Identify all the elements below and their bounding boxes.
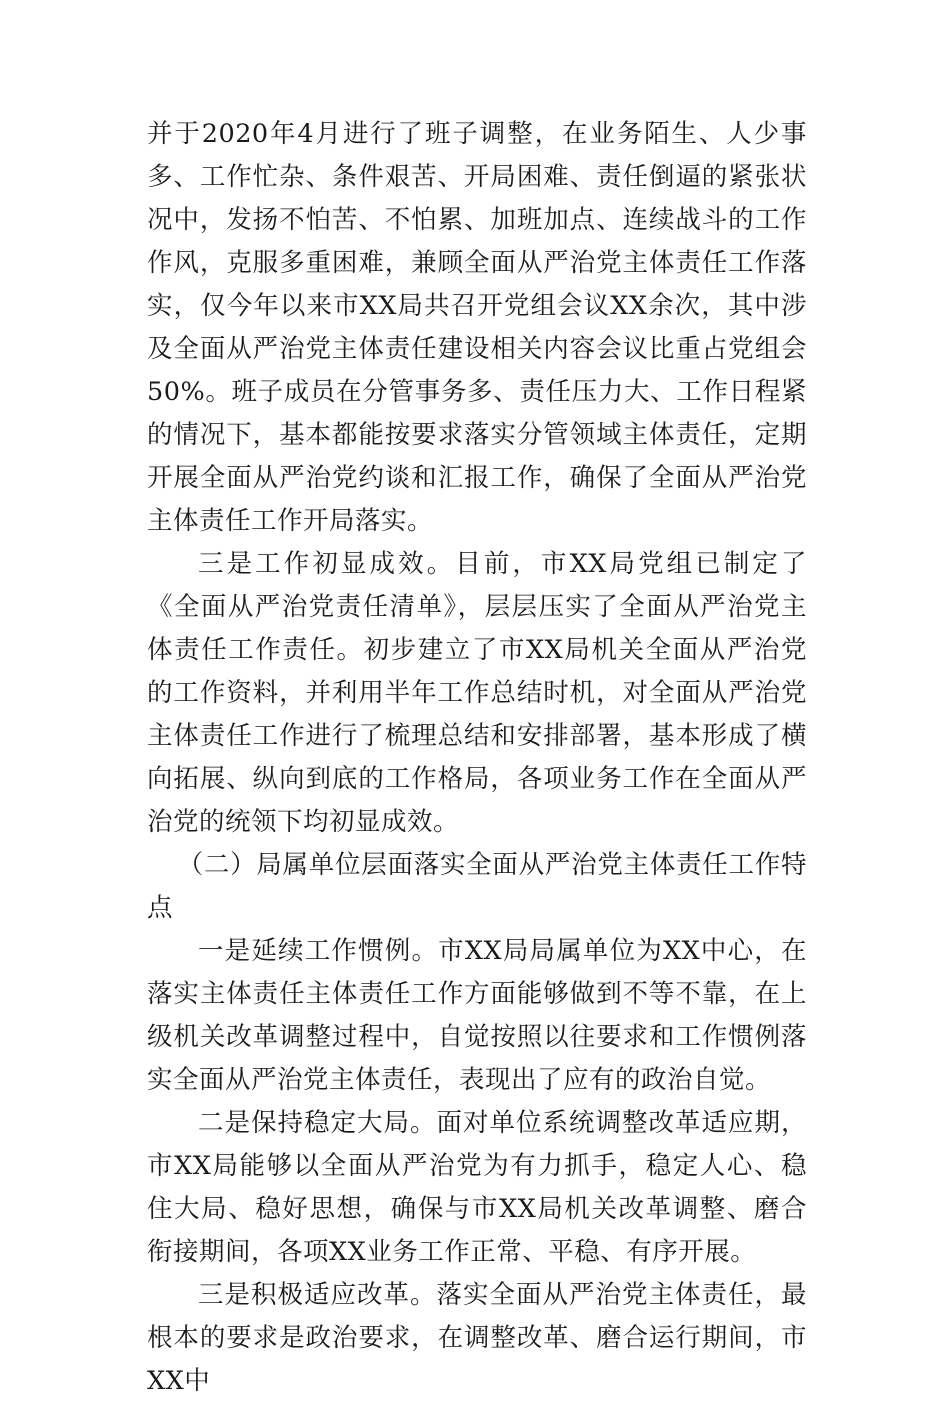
document-body bbox=[147, 113, 807, 1403]
paragraph-initial-results: 三是工作初显成效。目前，市XX局党组已制定了《全面从严治党责任清单》，层层压实了全面从严治党主体责任工作责任。初步建立了市XX局机关全面从严治党的工作资料，并利用半年工作总结时机，对全面从严治党主体责任工作进行了梳理总结和安排部署，基本形成了横向拓展、纵向到底的工作格局，各项业务工作在全面从严治党的统领下均初显成效。 bbox=[147, 549, 807, 837]
paragraph-adapt-reform: 三是积极适应改革。落实全面从严治党主体责任，最根本的要求是政治要求，在调整改革、磨合运行期间，市XX中 bbox=[147, 1280, 807, 1396]
paragraph-maintain-stability: 二是保持稳定大局。面对单位系统调整改革适应期，市XX局能够以全面从严治党为有力抓手，稳定人心、稳住大局、稳好思想，确保与市XX局机关改革调整、磨合衔接期间，各项XX业务工作正常、平稳、有序开展。 bbox=[147, 1108, 807, 1267]
paragraph-continue-practice: 一是延续工作惯例。市XX局局属单位为XX中心，在落实主体责任主体责任工作方面能够做到不等不靠，在上级机关改革调整过程中，自觉按照以往要求和工作惯例落实全面从严治党主体责任，表现出了应有的政治自觉。 bbox=[147, 936, 807, 1095]
section-heading-subordinate-units: （二）局属单位层面落实全面从严治党主体责任工作特点 bbox=[147, 850, 807, 923]
paragraph-leadership-adjustment: 并于2020年4月进行了班子调整，在业务陌生、人少事多、工作忙杂、条件艰苦、开局困难、责任倒逼的紧张状况中，发扬不怕苦、不怕累、加班加点、连续战斗的工作作风，克服多重困难，兼顾全面从严治党主体责任工作落实，仅今年以来市XX局共召开党组会议XX余次，其中涉及全面从严治党主体责任建设相关内容会议比重占党组会50%。班子成员在分管事务多、责任压力大、工作日程紧的情况下，基本都能按要求落实分管领域主体责任，定期开展全面从严治党约谈和汇报工作，确保了全面从严治党主体责任工作开局落实。 bbox=[147, 119, 807, 536]
